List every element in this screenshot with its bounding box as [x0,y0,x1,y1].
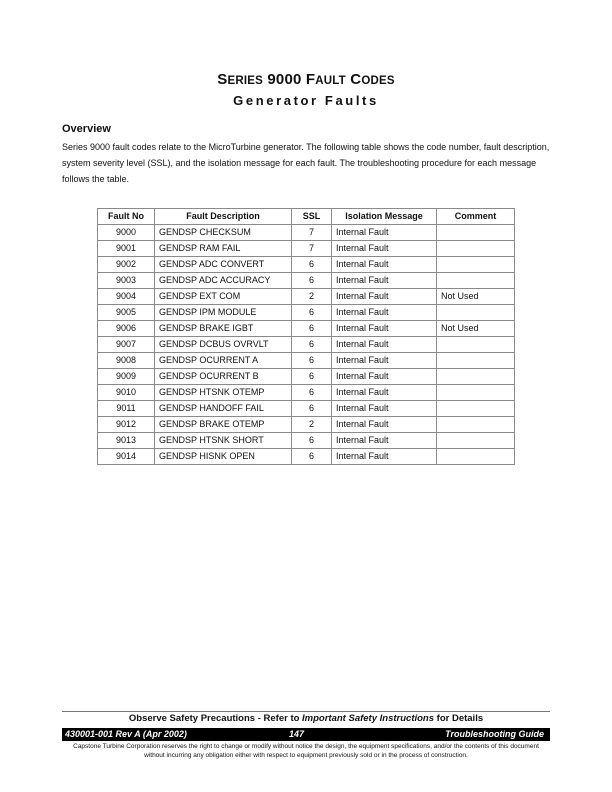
isolation-message-cell: Internal Fault [332,241,437,257]
fault-no-cell: 9014 [98,449,155,465]
table-row [98,321,515,337]
ssl-cell: 6 [292,337,332,353]
comment-cell [437,273,515,289]
table-row [98,401,515,417]
ssl-cell: 6 [292,353,332,369]
fault-description-cell: GENDSP DCBUS OVRVLT [155,337,292,353]
fault-description-cell: GENDSP OCURRENT A [155,353,292,369]
fault-no-cell: 9000 [98,225,155,241]
fault-no-cell: 9012 [98,417,155,433]
title-codes-cap: C [350,71,362,88]
table-row [98,305,515,321]
ssl-cell: 6 [292,385,332,401]
fault-no-cell: 9011 [98,401,155,417]
title-number: 9000 [267,71,302,88]
ssl-cell: 6 [292,369,332,385]
ssl-cell: 6 [292,273,332,289]
title-fault-rest: AULT [315,75,346,87]
title-series-rest: ERIES [227,75,263,87]
comment-cell: Not Used [437,289,515,305]
fault-description-cell: GENDSP EXT COM [155,289,292,305]
isolation-message-cell: Internal Fault [332,337,437,353]
safety-suffix: for Details [434,713,484,724]
title-series-cap: S [217,71,228,88]
fault-no-cell: 9009 [98,369,155,385]
header-fault-description: Fault Description [155,209,292,225]
page-subtitle: Generator Faults [233,93,379,108]
fault-no-cell: 9013 [98,433,155,449]
isolation-message-cell: Internal Fault [332,369,437,385]
fault-description-cell: GENDSP HANDOFF FAIL [155,401,292,417]
fault-no-cell: 9007 [98,337,155,353]
fault-description-cell: GENDSP RAM FAIL [155,241,292,257]
footer-divider [62,711,550,712]
table-row [98,417,515,433]
table-row [98,369,515,385]
ssl-cell: 6 [292,401,332,417]
isolation-message-cell: Internal Fault [332,273,437,289]
comment-cell [437,369,515,385]
table-header-row [98,209,515,225]
fault-no-cell: 9005 [98,305,155,321]
isolation-message-cell: Internal Fault [332,385,437,401]
table-row [98,273,515,289]
isolation-message-cell: Internal Fault [332,449,437,465]
comment-cell [437,449,515,465]
fault-description-cell: GENDSP HISNK OPEN [155,449,292,465]
table-row [98,257,515,273]
ssl-cell: 6 [292,305,332,321]
fault-no-cell: 9001 [98,241,155,257]
fault-no-cell: 9008 [98,353,155,369]
isolation-message-cell: Internal Fault [332,257,437,273]
ssl-cell: 2 [292,417,332,433]
fault-description-cell: GENDSP CHECKSUM [155,225,292,241]
title-codes-rest: ODES [361,75,395,87]
title-fault-cap: F [305,71,316,88]
comment-cell: Not Used [437,321,515,337]
table-row [98,433,515,449]
isolation-message-cell: Internal Fault [332,321,437,337]
fault-description-cell: GENDSP IPM MODULE [155,305,292,321]
guide-name: Troubleshooting Guide [445,729,544,739]
safety-prefix: Observe Safety Precautions - Refer to [128,713,303,724]
header-isolation-message: Isolation Message [332,209,437,225]
legal-disclaimer: Capstone Turbine Corporation reserves the right to change or modify without notice the design, the equipment specifications, and/or the contents of this document without incurring any obligation either with respect to equipment previously sold or in the process of construction. [73,743,539,759]
fault-no-cell: 9002 [98,257,155,273]
table-row [98,225,515,241]
table-row [98,385,515,401]
safety-notice [0,713,612,724]
ssl-cell: 6 [292,257,332,273]
footer-bar [62,728,550,741]
overview-text: Series 9000 fault codes relate to the MicroTurbine generator. The following table shows the code number, fault description, system severity level (SSL), and the isolation message for each fault. The troubleshooting procedure for each message follows the table. [62,142,550,184]
fault-no-cell: 9010 [98,385,155,401]
fault-description-cell: GENDSP OCURRENT B [155,369,292,385]
comment-cell [437,257,515,273]
fault-no-cell: 9006 [98,321,155,337]
ssl-cell: 6 [292,321,332,337]
fault-description-cell: GENDSP BRAKE OTEMP [155,417,292,433]
header-comment: Comment [437,209,515,225]
fault-codes-table [97,208,515,465]
fault-no-cell: 9004 [98,289,155,305]
comment-cell [437,401,515,417]
comment-cell [437,305,515,321]
comment-cell [437,433,515,449]
isolation-message-cell: Internal Fault [332,433,437,449]
ssl-cell: 2 [292,289,332,305]
ssl-cell: 7 [292,225,332,241]
isolation-message-cell: Internal Fault [332,305,437,321]
comment-cell [437,353,515,369]
safety-instructions-ref: Important Safety Instructions [302,713,435,724]
table-row [98,337,515,353]
isolation-message-cell: Internal Fault [332,417,437,433]
table-row [98,241,515,257]
header-ssl: SSL [292,209,332,225]
isolation-message-cell: Internal Fault [332,225,437,241]
page-number: 147 [289,729,305,739]
table-row [98,449,515,465]
isolation-message-cell: Internal Fault [332,289,437,305]
ssl-cell: 6 [292,449,332,465]
fault-description-cell: GENDSP HTSNK SHORT [155,433,292,449]
table-row [98,289,515,305]
isolation-message-cell: Internal Fault [332,401,437,417]
comment-cell [437,241,515,257]
comment-cell [437,385,515,401]
fault-description-cell: GENDSP HTSNK OTEMP [155,385,292,401]
document-id: 430001-001 Rev A (Apr 2002) [65,729,187,739]
overview-heading: Overview [62,123,111,135]
comment-cell [437,417,515,433]
ssl-cell: 6 [292,433,332,449]
fault-description-cell: GENDSP BRAKE IGBT [155,321,292,337]
comment-cell [437,337,515,353]
ssl-cell: 7 [292,241,332,257]
header-fault-no: Fault No [98,209,155,225]
fault-table-body [98,225,515,465]
comment-cell [437,225,515,241]
fault-no-cell: 9003 [98,273,155,289]
table-row [98,353,515,369]
page-title [0,71,612,88]
fault-description-cell: GENDSP ADC CONVERT [155,257,292,273]
isolation-message-cell: Internal Fault [332,353,437,369]
fault-description-cell: GENDSP ADC ACCURACY [155,273,292,289]
